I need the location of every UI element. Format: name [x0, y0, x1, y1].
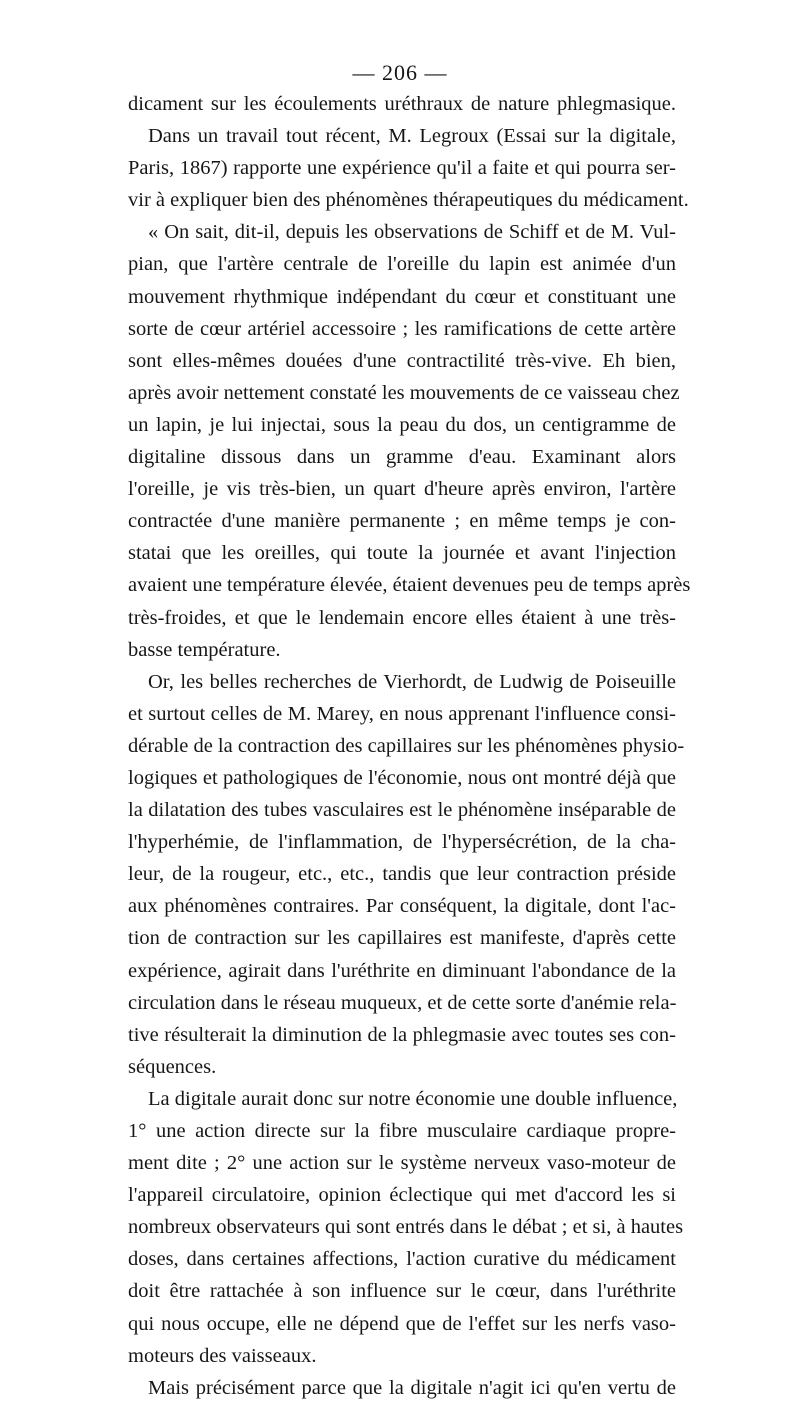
text-line: pian, que l'artère centrale de l'oreille du lapin est animée d'un: [128, 253, 676, 276]
text-line: Or, les belles recherches de Vierhordt, de Ludwig de Poiseuille: [148, 670, 676, 693]
text-line: statai que les oreilles, qui toute la journée et avant l'injection: [128, 542, 676, 565]
text-line: dicament sur les écoulements uréthraux de nature phlegmasique.: [128, 93, 676, 115]
text-line: Dans un travail tout récent, M. Legroux (Essai sur la digitale,: [148, 125, 676, 148]
text-line: doit être rattachée à son influence sur le cœur, dans l'uréthrite: [128, 1280, 676, 1303]
text-line: tion de contraction sur les capillaires est manifeste, d'après cette: [128, 927, 676, 950]
text-line: vir à expliquer bien des phénomènes thérapeutiques du médicament.: [128, 189, 689, 212]
text-line: nombreux observateurs qui sont entrés dans le débat ; et si, à hautes: [128, 1216, 684, 1239]
body-text: [128, 88, 691, 1404]
text-line: moteurs des vaisseaux.: [128, 1344, 317, 1367]
text-line: et surtout celles de M. Marey, en nous apprenant l'influence consi-: [128, 702, 676, 725]
text-line: Mais précisément parce que la digitale n'agit ici qu'en vertu de: [148, 1376, 676, 1399]
text-line: logiques et pathologiques de l'économie, nous ont montré déjà que: [128, 766, 676, 789]
text-line: Paris, 1867) rapporte une expérience qu'il a faite et qui pourra ser-: [128, 157, 676, 180]
text-line: ment dite ; 2° une action sur le système nerveux vaso-moteur de: [128, 1152, 676, 1175]
text-line: l'appareil circulatoire, opinion éclectique qui met d'accord les si: [128, 1184, 676, 1207]
text-line: basse température.: [128, 638, 281, 661]
text-line: sont elles-mêmes douées d'une contractilité très-vive. Eh bien,: [128, 349, 676, 372]
text-line: la dilatation des tubes vasculaires est le phénomène inséparable de: [128, 799, 676, 822]
text-line: avaient une température élevée, étaient devenues peu de temps après: [128, 574, 691, 597]
text-line: contractée d'une manière permanente ; en même temps je con-: [128, 510, 676, 533]
text-line: sorte de cœur artériel accessoire ; les ramifications de cette artère: [128, 317, 676, 340]
text-line: 1° une action directe sur la fibre musculaire cardiaque propre-: [128, 1120, 676, 1142]
text-line: digitaline dissous dans un gramme d'eau. Examinant alors: [128, 446, 676, 469]
text-line: expérience, agirait dans l'uréthrite en diminuant l'abondance de la: [128, 959, 676, 982]
text-line: dérable de la contraction des capillaires sur les phénomènes physio-: [128, 734, 685, 757]
text-line: tive résulterait la diminution de la phlegmasie avec toutes ses con-: [128, 1023, 676, 1046]
text-line: « On sait, dit-il, depuis les observations de Schiff et de M. Vul-: [148, 221, 676, 244]
text-line: doses, dans certaines affections, l'action curative du médicament: [128, 1248, 676, 1271]
page-number: — 206 —: [352, 60, 448, 85]
text-line: La digitale aurait donc sur notre économie une double influence,: [148, 1087, 678, 1110]
text-line: séquences.: [128, 1055, 217, 1078]
text-line: aux phénomènes contraires. Par conséquent, la digitale, dont l'ac-: [128, 895, 676, 918]
text-line: mouvement rhythmique indépendant du cœur et constituant une: [128, 285, 676, 308]
text-line: leur, de la rougeur, etc., etc., tandis que leur contraction préside: [128, 863, 676, 886]
text-line: un lapin, je lui injectai, sous la peau du dos, un centigramme de: [128, 413, 676, 436]
text-line: qui nous occupe, elle ne dépend que de l'effet sur les nerfs vaso-: [128, 1312, 676, 1335]
text-line: l'hyperhémie, de l'inflammation, de l'hypersécrétion, de la cha-: [128, 831, 676, 854]
text-line: circulation dans le réseau muqueux, et de cette sorte d'anémie rela-: [128, 991, 677, 1014]
text-line: après avoir nettement constaté les mouvements de ce vaisseau chez: [128, 381, 680, 404]
text-line: l'oreille, je vis très-bien, un quart d'heure après environ, l'artère: [128, 478, 676, 501]
text-line: très-froides, et que le lendemain encore elles étaient à une très-: [128, 606, 676, 629]
